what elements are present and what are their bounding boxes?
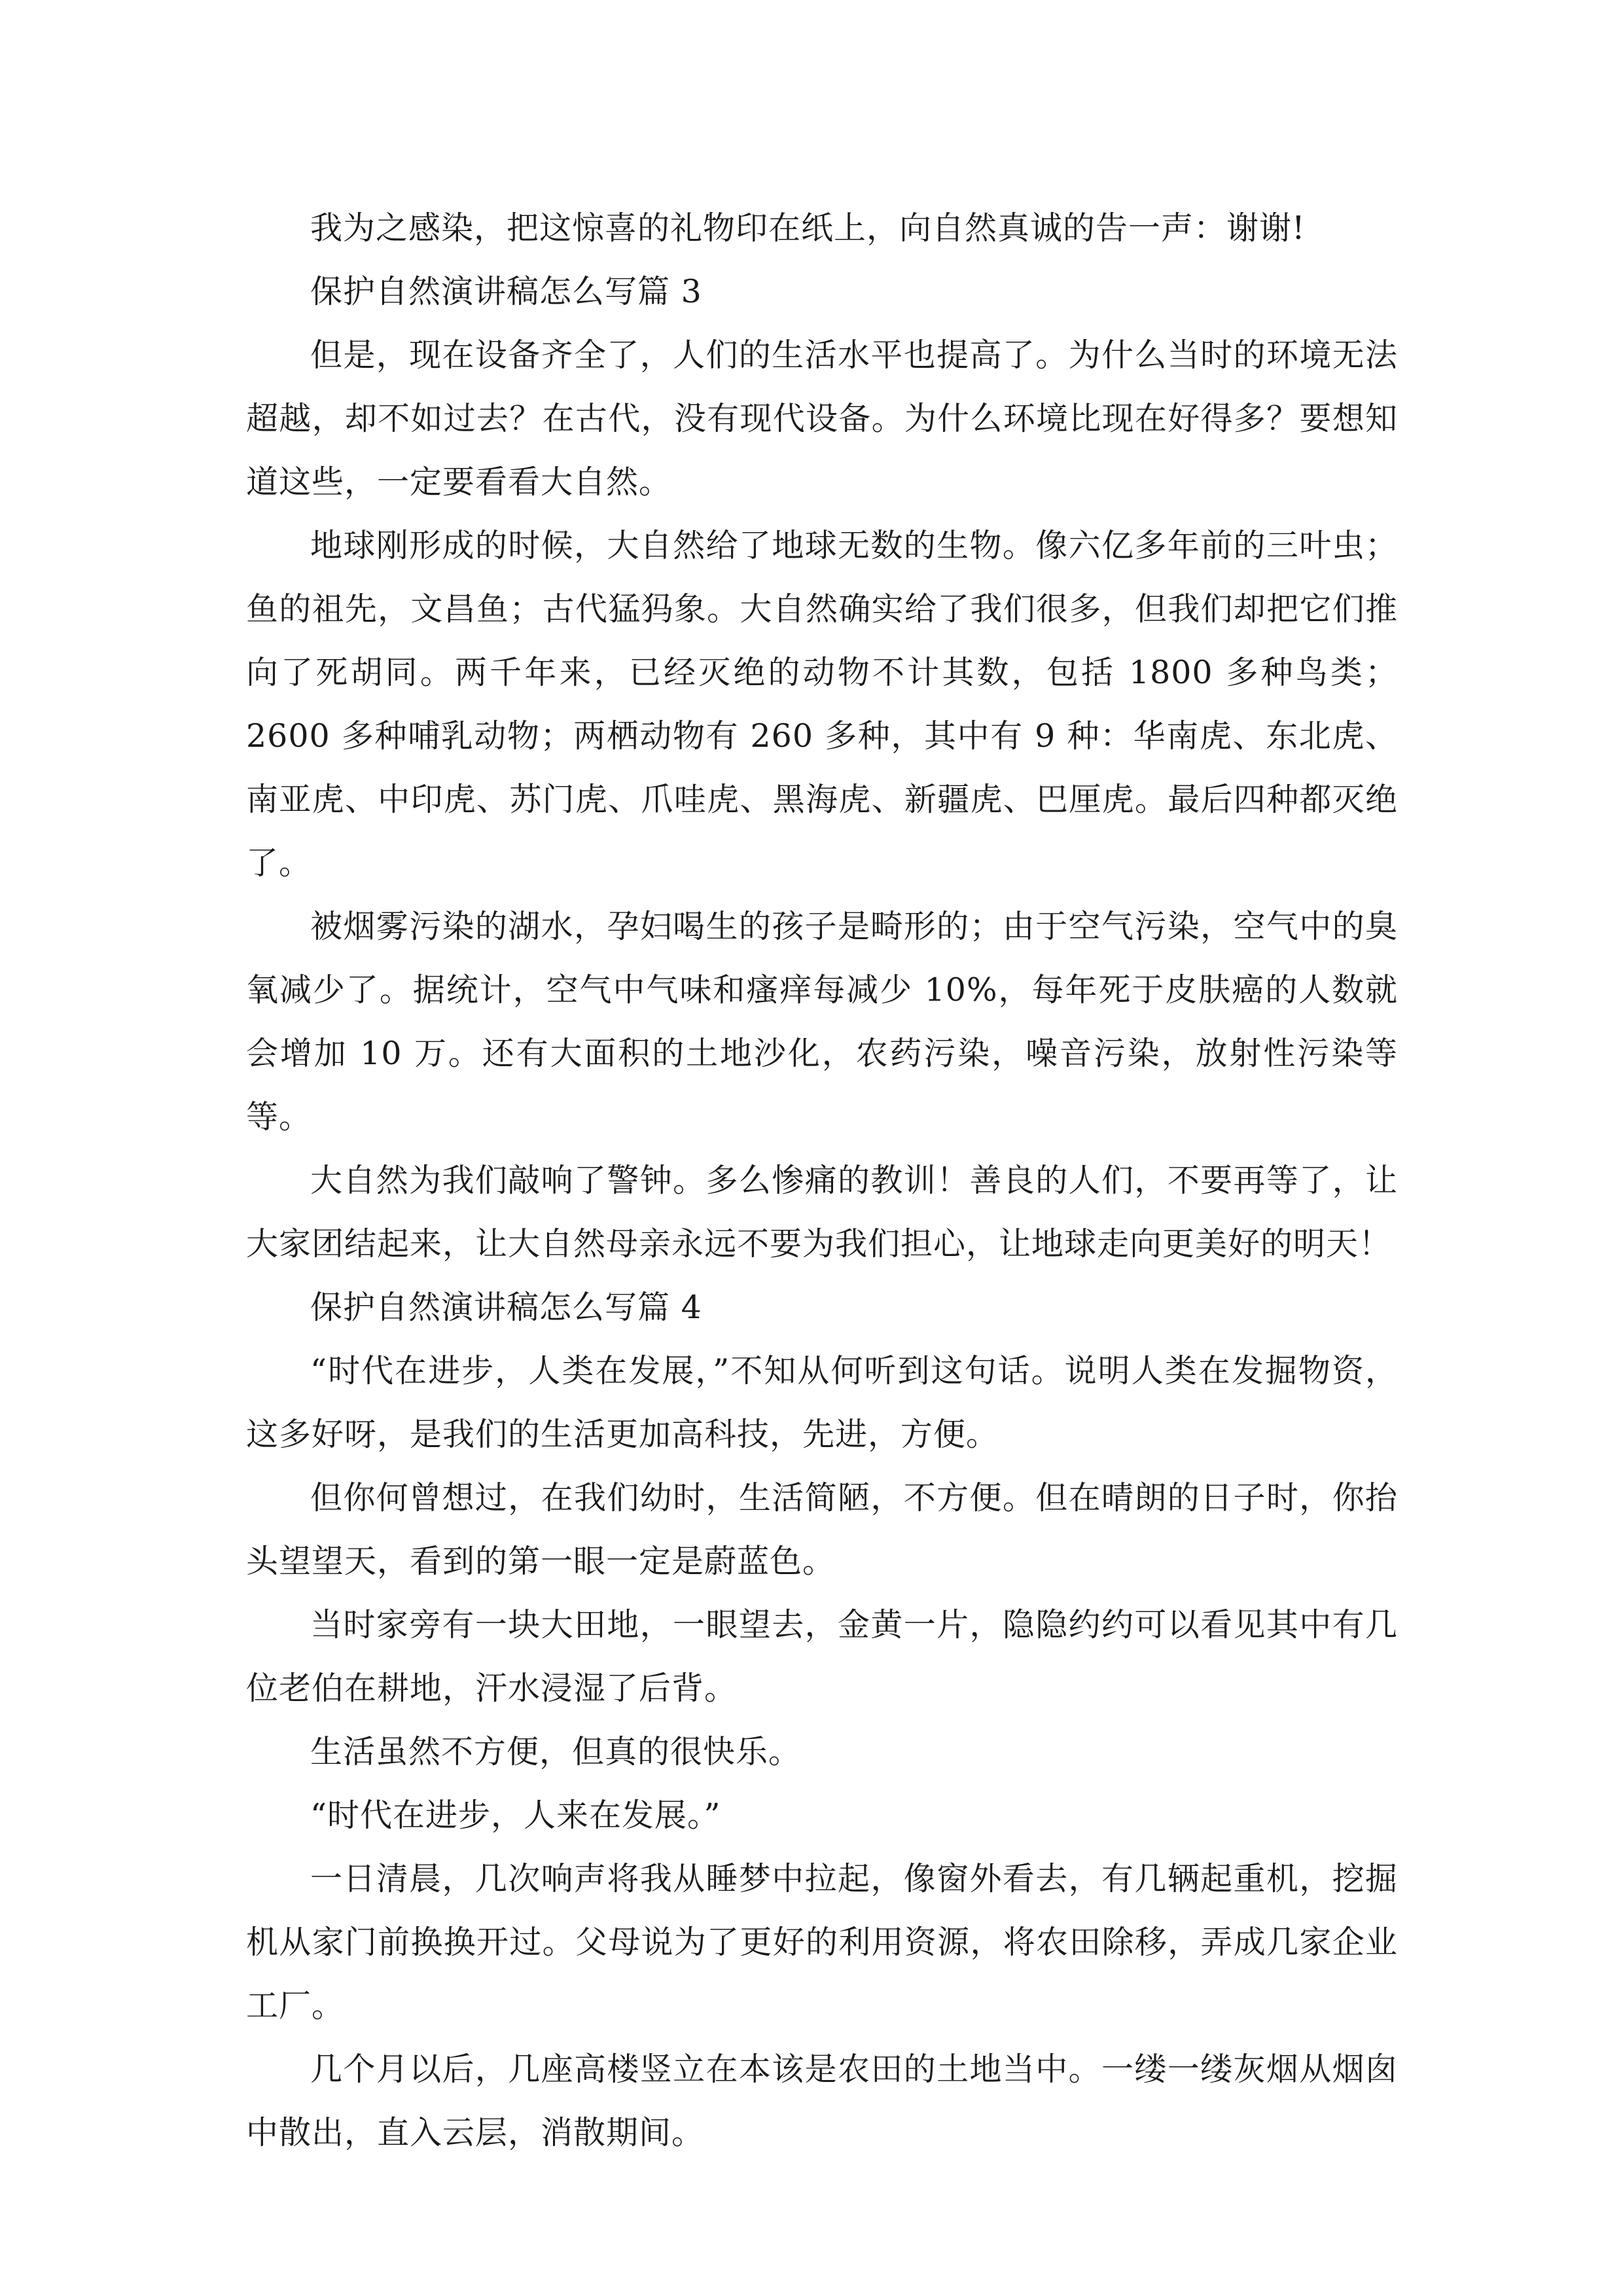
section-heading: 保护自然演讲稿怎么写篇 3 (310, 273, 702, 310)
paragraph: “时代在进步，人来在发展。” (310, 1797, 721, 1834)
paragraph: 当时家旁有一块大田地，一眼望去，金黄一片，隐隐约约可以看见其中有几位老伯在耕地，汗水浸湿了后背。 (246, 1606, 1398, 1707)
document-body (246, 196, 1398, 2164)
paragraph: 但是，现在设备齐全了，人们的生活水平也提高了。为什么当时的环境无法超越，却不如过去？在古代，没有现代设备。为什么环境比现在好得多？要想知道这些，一定要看看大自然。 (246, 336, 1398, 501)
paragraph: 大自然为我们敲响了警钟。多么惨痛的教训！善良的人们，不要再等了，让大家团结起来，让大自然母亲永远不要为我们担心，让地球走向更美好的明天！ (246, 1162, 1398, 1263)
paragraph: 一日清晨，几次响声将我从睡梦中拉起，像窗外看去，有几辆起重机，挖掘机从家门前换换开过。父母说为了更好的利用资源，将农田除移，弄成几家企业工厂。 (246, 1860, 1398, 2024)
paragraph: 被烟雾污染的湖水，孕妇喝生的孩子是畸形的；由于空气污染，空气中的臭氧减少了。据统计，空气中气味和瘙痒每减少 10%，每年死于皮肤癌的人数就会增加 10 万。还有大面积的土地沙化，农药污染，噪音污染，放射性污染等等。 (246, 908, 1398, 1136)
paragraph: 生活虽然不方便，但真的很快乐。 (310, 1733, 802, 1770)
paragraph: 我为之感染，把这惊喜的礼物印在纸上，向自然真诚的告一声：谢谢! (310, 209, 1306, 247)
paragraph: 地球刚形成的时候，大自然给了地球无数的生物。像六亿多年前的三叶虫；鱼的祖先，文昌鱼；古代猛犸象。大自然确实给了我们很多，但我们却把它们推向了死胡同。两千年来，已经灭绝的动物不计其数，包括 1800 多种鸟类；2600 多种哺乳动物；两栖动物有 260 多种，其中有 9 种：华南虎、东北虎、南亚虎、中印虎、苏门虎、爪哇虎、黑海虎、新疆虎、巴厘虎。最后四种都灭绝了。 (246, 527, 1398, 882)
paragraph: 几个月以后，几座高楼竖立在本该是农田的土地当中。一缕一缕灰烟从烟囱中散出，直入云层，消散期间。 (246, 2051, 1398, 2151)
paragraph: 但你何曾想过，在我们幼时，生活简陋，不方便。但在晴朗的日子时，你抬头望望天，看到的第一眼一定是蔚蓝色。 (246, 1479, 1398, 1580)
section-heading: 保护自然演讲稿怎么写篇 4 (310, 1289, 702, 1326)
paragraph: “时代在进步，人类在发展，”不知从何听到这句话。说明人类在发掘物资，这多好呀，是我们的生活更加高科技，先进，方便。 (246, 1352, 1398, 1453)
